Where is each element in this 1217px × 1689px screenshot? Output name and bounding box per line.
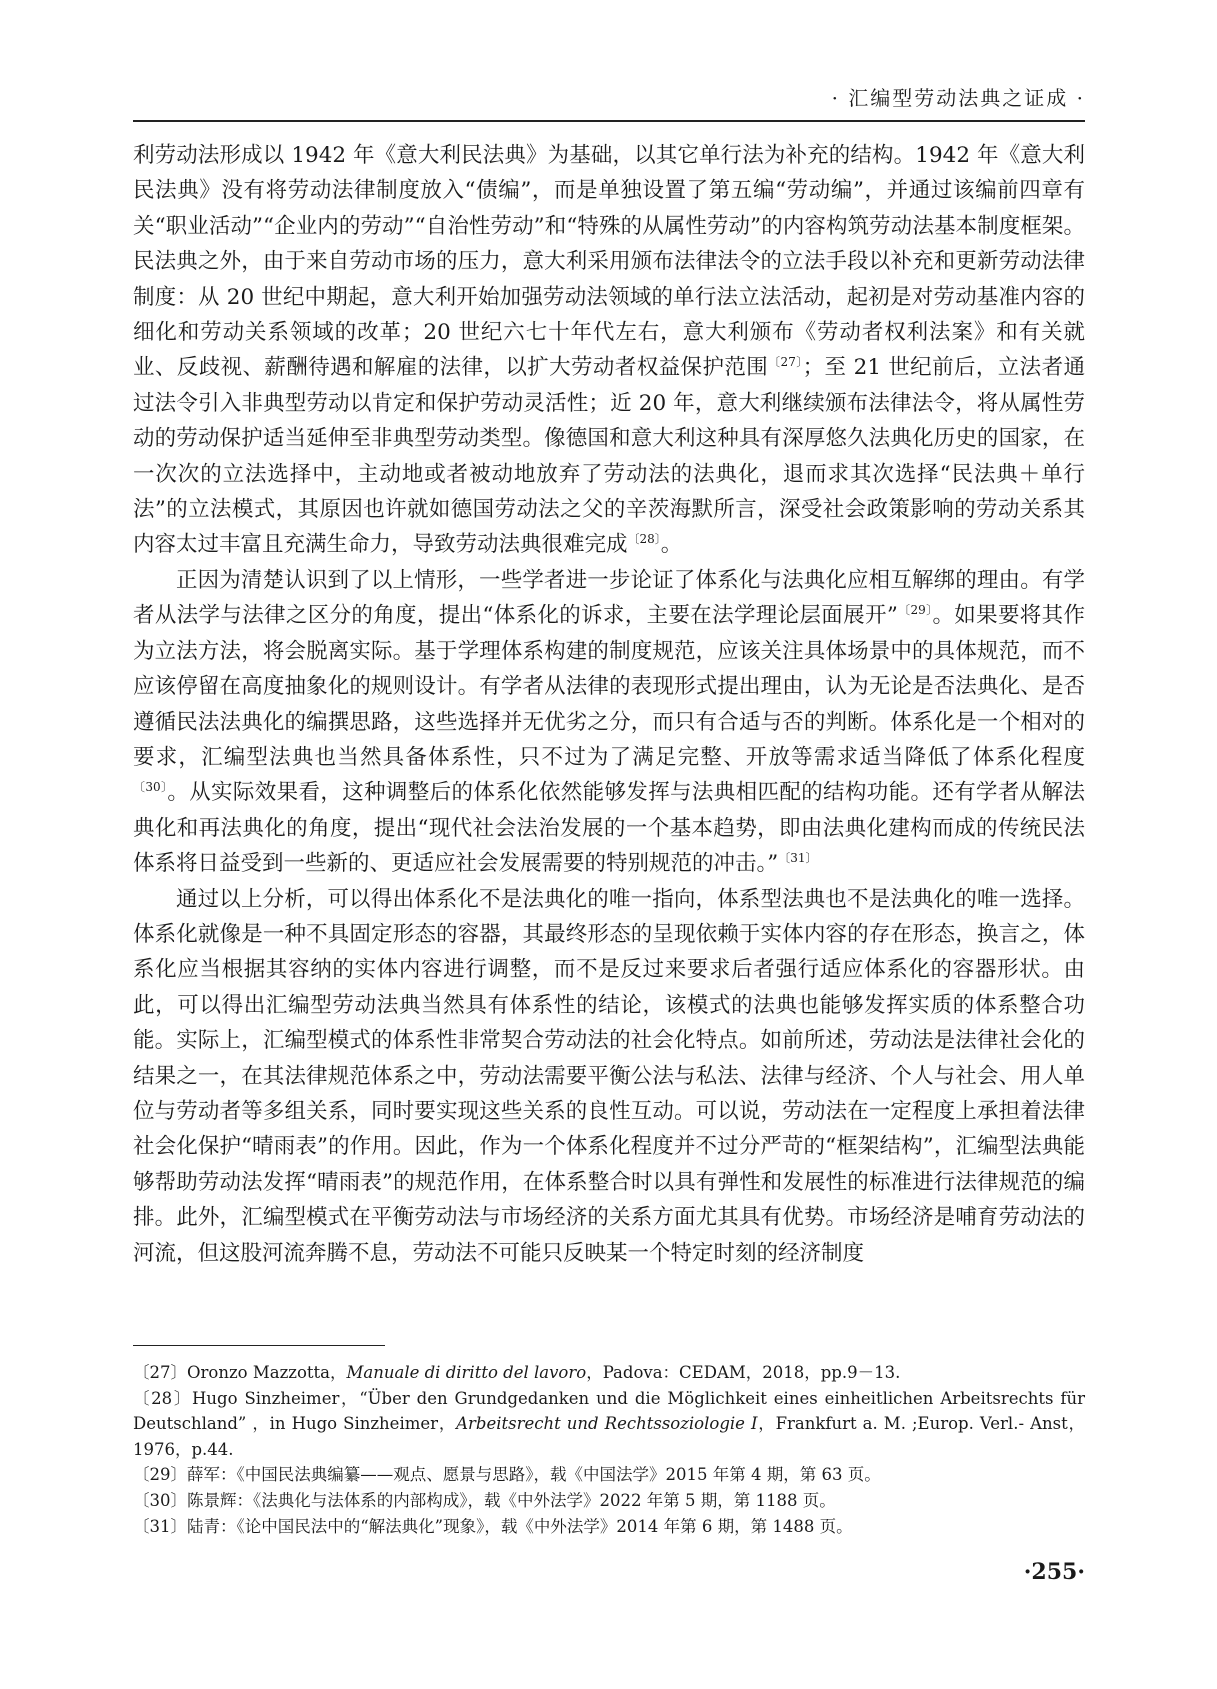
footnote-ref-30[interactable]: 〔30〕 [133, 780, 168, 795]
footnote-30: 〔30〕陈景辉：《法典化与法体系的内部构成》，载《中外法学》2022 年第 5 期，第 1188 页。 [133, 1490, 836, 1510]
footnote-ref-29[interactable]: 〔29〕 [897, 603, 933, 618]
footnote-28: 〔28〕Hugo Sinzheimer，“Über den Grundgedanken und die Möglichkeit eines einheitlichen Arbeitsrechts für Deutschland” ，in Hugo Sinzheimer，Arbeitsrecht und Rechtssoziologie I，Frankfurt a. M. ;Europ. Verl.- Anst，1976，p.44. [133, 1388, 1085, 1459]
footnote-rule [133, 1345, 385, 1346]
footnote-ref-28[interactable]: 〔28〕 [627, 532, 661, 547]
page-number: ·255· [1023, 1559, 1085, 1585]
paragraph-1: 利劳动法形成以 1942 年《意大利民法典》为基础，以其它单行法为补充的结构。1942 年《意大利民法典》没有将劳动法律制度放入“债编”，而是单独设置了第五编“劳动编”，并通过该编前四章有关“职业活动”“企业内的劳动”“自治性劳动”和“特殊的从属性劳动”的内容构筑劳动法基本制度框架。民法典之外，由于来自劳动市场的压力，意大利采用颁布法律法令的立法手段以补充和更新劳动法律制度：从 20 世纪中期起，意大利开始加强劳动法领域的单行法立法活动，起初是对劳动基准内容的细化和劳动关系领域的改革；20 世纪六七十年代左右，意大利颁布《劳动者权利法案》和有关就业、反歧视、薪酬待遇和解雇的法律，以扩大劳动者权益保护范围$^{〔27〕}$；至 21 世纪前后，立法者通过法令引入非典型劳动以肯定和保护劳动灵活性；近 20 年，意大利继续颁布法律法令，将从属性劳动的劳动保护适当延伸至非典型劳动类型。像德国和意大利这种具有深厚悠久法典化历史的国家，在一次次的立法选择中，主动地或者被动地放弃了劳动法的法典化，退而求其次选择“民法典＋单行法”的立法模式，其原因也许就如德国劳动法之父的辛茨海默所言，深受社会政策影响的劳动关系其内容太过丰富且充满生命力，导致劳动法典很难完成$^{〔28〕}$。 [133, 143, 1085, 558]
footnote-ref-27[interactable]: 〔27〕 [768, 355, 803, 370]
header-rule [133, 120, 1085, 122]
paragraph-2: 正因为清楚认识到了以上情形，一些学者进一步论证了体系化与法典化应相互解绑的理由。有学者从法学与法律之区分的角度，提出“体系化的诉求，主要在法学理论层面展开”$^{〔29〕}$。如果要将其作为立法方法，将会脱离实际。基于学理体系构建的制度规范，应该关注具体场景中的具体规范，而不应该停留在高度抽象化的规则设计。有学者从法律的表现形式提出理由，认为无论是否法典化、是否遵循民法法典化的编撰思路，这些选择并无优劣之分，而只有合适与否的判断。体系化是一个相对的要求，汇编型法典也当然具备体系性，只不过为了满足完整、开放等需求适当降低了体系化程度$^{〔30〕}$。从实际效果看，这种调整后的体系化依然能够发挥与法典相匹配的结构功能。还有学者从解法典化和再法典化的角度，提出“现代社会法治发展的一个基本趋势，即由法典化建构而成的传统民法体系将日益受到一些新的、更适应社会发展需要的特别规范的冲击。”$^{〔31〕}$ [133, 567, 1085, 877]
main-text [133, 138, 1085, 1271]
footnote-27: 〔27〕Oronzo Mazzotta，Manuale di diritto del lavoro，Padova：CEDAM，2018，pp.9－13. [133, 1363, 901, 1382]
running-header: · 汇编型劳动法典之证成 · [831, 86, 1085, 110]
footnotes [133, 1360, 1085, 1539]
footnote-ref-31[interactable]: 〔31〕 [778, 851, 818, 866]
paragraph-3: 通过以上分析，可以得出体系化不是法典化的唯一指向，体系型法典也不是法典化的唯一选择。体系化就像是一种不具固定形态的容器，其最终形态的呈现依赖于实体内容的存在形态，换言之，体系化应当根据其容纳的实体内容进行调整，而不是反过来要求后者强行适应体系化的容器形状。由此，可以得出汇编型劳动法典当然具有体系性的结论，该模式的法典也能够发挥实质的体系整合功能。实际上，汇编型模式的体系性非常契合劳动法的社会化特点。如前所述，劳动法是法律社会化的结果之一，在其法律规范体系之中，劳动法需要平衡公法与私法、法律与经济、个人与社会、用人单位与劳动者等多组关系，同时要实现这些关系的良性互动。可以说，劳动法在一定程度上承担着法律社会化保护“晴雨表”的作用。因此，作为一个体系化程度并不过分严苛的“框架结构”，汇编型法典能够帮助劳动法发挥“晴雨表”的规范作用，在体系整合时以具有弹性和发展性的标准进行法律规范的编排。此外，汇编型模式在平衡劳动法与市场经济的关系方面尤其具有优势。市场经济是哺育劳动法的河流，但这股河流奔腾不息，劳动法不可能只反映某一个特定时刻的经济制度 [133, 886, 1085, 1266]
footnote-31: 〔31〕陆青：《论中国民法中的“解法典化”现象》，载《中外法学》2014 年第 6 期，第 1488 页。 [133, 1516, 853, 1536]
footnote-29: 〔29〕薛军：《中国民法典编纂——观点、愿景与思路》，载《中国法学》2015 年第 4 期，第 63 页。 [133, 1465, 881, 1485]
